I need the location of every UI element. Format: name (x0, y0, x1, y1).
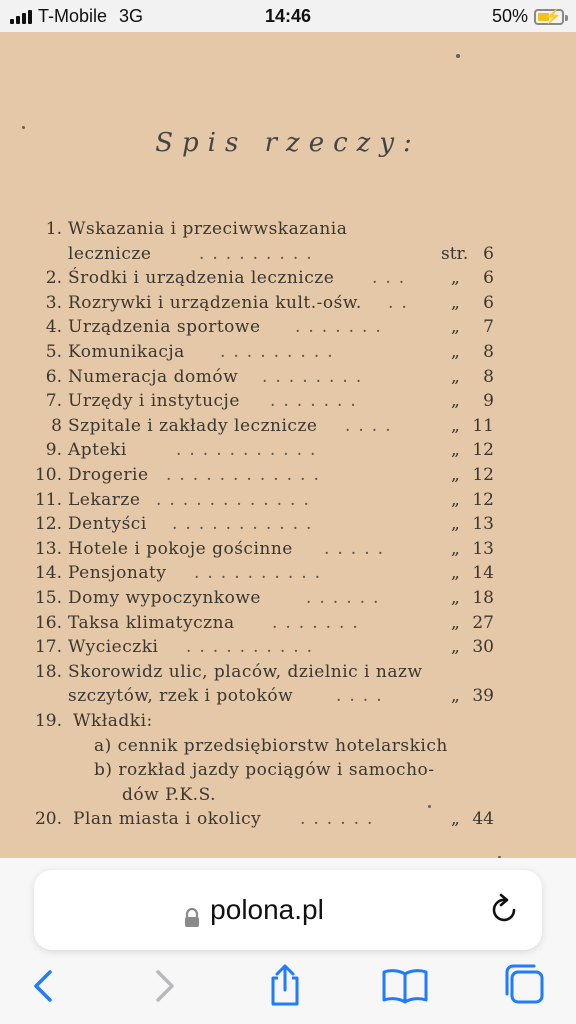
toc-line (0, 364, 576, 390)
dot-leader: .... (336, 686, 390, 707)
forward-icon[interactable] (140, 960, 190, 1010)
charging-bolt-icon: ⚡ (544, 7, 562, 24)
toc-line (0, 437, 576, 463)
address-bar[interactable] (34, 870, 542, 950)
browser-toolbar (0, 858, 576, 1024)
toc-page-number: 12 (472, 465, 494, 485)
ditto-mark: „ (451, 588, 460, 608)
ditto-mark: „ (451, 317, 460, 338)
tabs-icon[interactable] (500, 960, 550, 1010)
ditto-mark: „ (451, 268, 460, 289)
toc-sub-item: b) rozkład jazdy pociągów i samocho- (94, 760, 435, 781)
ditto-mark: „ (451, 366, 460, 387)
dot-leader: ....... (272, 612, 366, 633)
paper-speck (456, 54, 460, 58)
toc-line (0, 560, 576, 586)
toc-line (0, 216, 576, 242)
toc-entry-title: Środki i urządzenia lecznicze (68, 268, 335, 289)
toc-page-number: 44 (472, 809, 494, 830)
ditto-mark: „ (451, 292, 460, 313)
status-bar (0, 0, 576, 32)
network-type: 3G (119, 6, 144, 26)
dot-leader: .......... (194, 563, 329, 584)
toc-page-number: 11 (472, 415, 494, 436)
ditto-mark: „ (451, 538, 460, 559)
dot-leader: ......... (199, 243, 320, 264)
toc-entry-number: 2. (45, 268, 62, 289)
toc-entry-number: 12. (34, 514, 62, 535)
toc-entry-number: 14. (34, 563, 62, 584)
ditto-mark: „ (451, 514, 460, 535)
clock: 14:46 (264, 6, 312, 26)
dot-leader: ............ (166, 465, 327, 485)
ditto-mark: „ (451, 637, 460, 658)
toc-entry-number: 7. (45, 391, 62, 412)
ditto-mark: „ (451, 686, 460, 707)
toc-entry-number: 19. (34, 711, 62, 731)
document-page (0, 32, 576, 858)
toc-entry-title: Szpitale i zakłady lecznicze (68, 415, 318, 436)
toc-page-number: 6 (483, 292, 494, 313)
ditto-mark: „ (451, 465, 460, 485)
toc-page-number: 30 (472, 637, 494, 658)
paper-speck (22, 126, 25, 129)
dot-leader: ........... (172, 514, 320, 535)
ditto-mark: „ (451, 563, 460, 584)
share-icon[interactable] (260, 960, 310, 1010)
page-title: Spis rzeczy: (155, 128, 421, 158)
toc-entry-title: Numeracja domów (68, 366, 239, 387)
toc-line (0, 683, 576, 709)
dot-leader: ...... (306, 588, 387, 608)
toc-entry-title: Urzędy i instytucje (68, 391, 240, 412)
toc-line (0, 265, 576, 291)
ditto-mark: „ (451, 415, 460, 436)
bookmarks-icon[interactable] (380, 960, 430, 1010)
toc-entry-number: 10. (34, 465, 62, 485)
dot-leader: ......... (220, 342, 341, 362)
toc-entry-title: Komunikacja (68, 342, 185, 362)
toc-entry-number: 6. (45, 366, 62, 387)
toc-page-number: 13 (472, 538, 494, 559)
toc-entry-title: Urządzenia sportowe (68, 317, 261, 338)
toc-entry-title: Wskazania i przeciwwskazania (68, 219, 348, 239)
toc-line (0, 610, 576, 636)
toc-line (0, 241, 576, 267)
toc-page-number: 7 (483, 317, 494, 338)
ditto-mark: „ (451, 342, 460, 362)
toc-entry-number: 20. (34, 809, 62, 830)
toc-entry-number: 13. (34, 538, 62, 559)
toc-entry-title: szczytów, rzek i potoków (68, 686, 294, 707)
toc-line (0, 462, 576, 488)
toc-entry-title: Domy wypoczynkowe (68, 588, 261, 608)
toc-page-number: 8 (483, 342, 494, 362)
dot-leader: ............ (156, 489, 317, 510)
dot-leader: .. (388, 292, 415, 313)
toc-line (0, 659, 576, 685)
toc-entry-number: 8 (51, 415, 62, 436)
dot-leader: ........ (262, 366, 370, 387)
dot-leader: ... (372, 268, 413, 289)
toc-line (0, 511, 576, 537)
toc-page-number: 39 (472, 686, 494, 707)
toc-line (0, 290, 576, 316)
dot-leader: .... (345, 415, 399, 436)
toc-line (0, 487, 576, 513)
dot-leader: ........... (176, 440, 324, 461)
toc-entry-title: Lekarze (68, 489, 141, 510)
toc-entry-number: 15. (34, 588, 62, 608)
ditto-mark: „ (451, 612, 460, 633)
ditto-mark: „ (451, 489, 460, 510)
url-text: polona.pl (210, 894, 324, 925)
toc-page-number: 18 (472, 588, 494, 608)
paper-speck (428, 805, 431, 808)
dot-leader: ...... (300, 809, 381, 830)
toc-entry-number: 1. (45, 219, 62, 239)
carrier-name: T-Mobile (38, 6, 108, 26)
toc-line (0, 388, 576, 414)
toc-entry-title: Skorowidz ulic, placów, dzielnic i nazw (68, 661, 423, 682)
toc-line (0, 806, 576, 832)
ditto-mark: „ (451, 809, 460, 830)
dot-leader: ....... (270, 391, 364, 412)
toc-entry-title: Hotele i pokoje gościnne (68, 538, 293, 559)
toc-entry-title: lecznicze (68, 243, 152, 264)
toc-entry-title: Dentyści (68, 514, 147, 535)
toc-entry-number: 11. (34, 489, 62, 510)
toc-entry-title: Taksa klimatyczna (68, 612, 235, 633)
toc-line (0, 634, 576, 660)
toc-entry-title: Wkładki: (73, 711, 153, 731)
toc-entry-number: 16. (34, 612, 62, 633)
toc-page-number: 6 (483, 243, 494, 264)
toc-entry-number: 9. (45, 440, 62, 461)
dot-leader: .......... (186, 637, 321, 658)
dot-leader: ..... (324, 538, 392, 559)
toc-line (0, 413, 576, 439)
toc-line (0, 708, 576, 734)
ditto-mark: „ (451, 440, 460, 461)
toc-page-number: 14 (472, 563, 494, 584)
toc-entry-title: Drogerie (68, 465, 149, 485)
dot-leader: ....... (295, 317, 389, 338)
toc-line (0, 536, 576, 562)
lock-icon (184, 903, 200, 921)
toc-entry-title: Plan miasta i okolicy (73, 809, 262, 830)
toc-entry-title: Apteki (68, 440, 127, 461)
toc-entry-number: 3. (45, 292, 62, 313)
toc-entry-title: Wycieczki (68, 637, 159, 658)
toc-entry-title: Rozrywki i urządzenia kult.-ośw. (68, 292, 362, 313)
toc-page-number: 12 (472, 489, 494, 510)
toc-entry-number: 4. (45, 317, 62, 338)
toc-entry-number: 18. (34, 661, 62, 682)
toc-page-number: 12 (472, 440, 494, 461)
toc-line (0, 585, 576, 611)
toc-page-number: 27 (472, 612, 494, 633)
ditto-mark: „ (451, 391, 460, 412)
page-prefix: str. (441, 243, 469, 264)
toc-page-number: 9 (483, 391, 494, 412)
toc-entry-number: 17. (34, 637, 62, 658)
toc-page-number: 6 (483, 268, 494, 289)
toc-sub-item: a) cennik przedsiębiorstw hotelarskich (94, 735, 448, 756)
reload-icon[interactable] (488, 892, 522, 926)
toc-line (0, 314, 576, 340)
toc-page-number: 13 (472, 514, 494, 535)
toc-entry-number: 5. (45, 342, 62, 362)
battery-percent: 50% (491, 6, 528, 26)
toc-entry-title: Pensjonaty (68, 563, 167, 584)
battery-icon (534, 9, 564, 25)
toc-line (0, 339, 576, 365)
toc-sub-item: dów P.K.S. (122, 784, 217, 805)
toc-page-number: 8 (483, 366, 494, 387)
back-icon[interactable] (18, 960, 68, 1010)
